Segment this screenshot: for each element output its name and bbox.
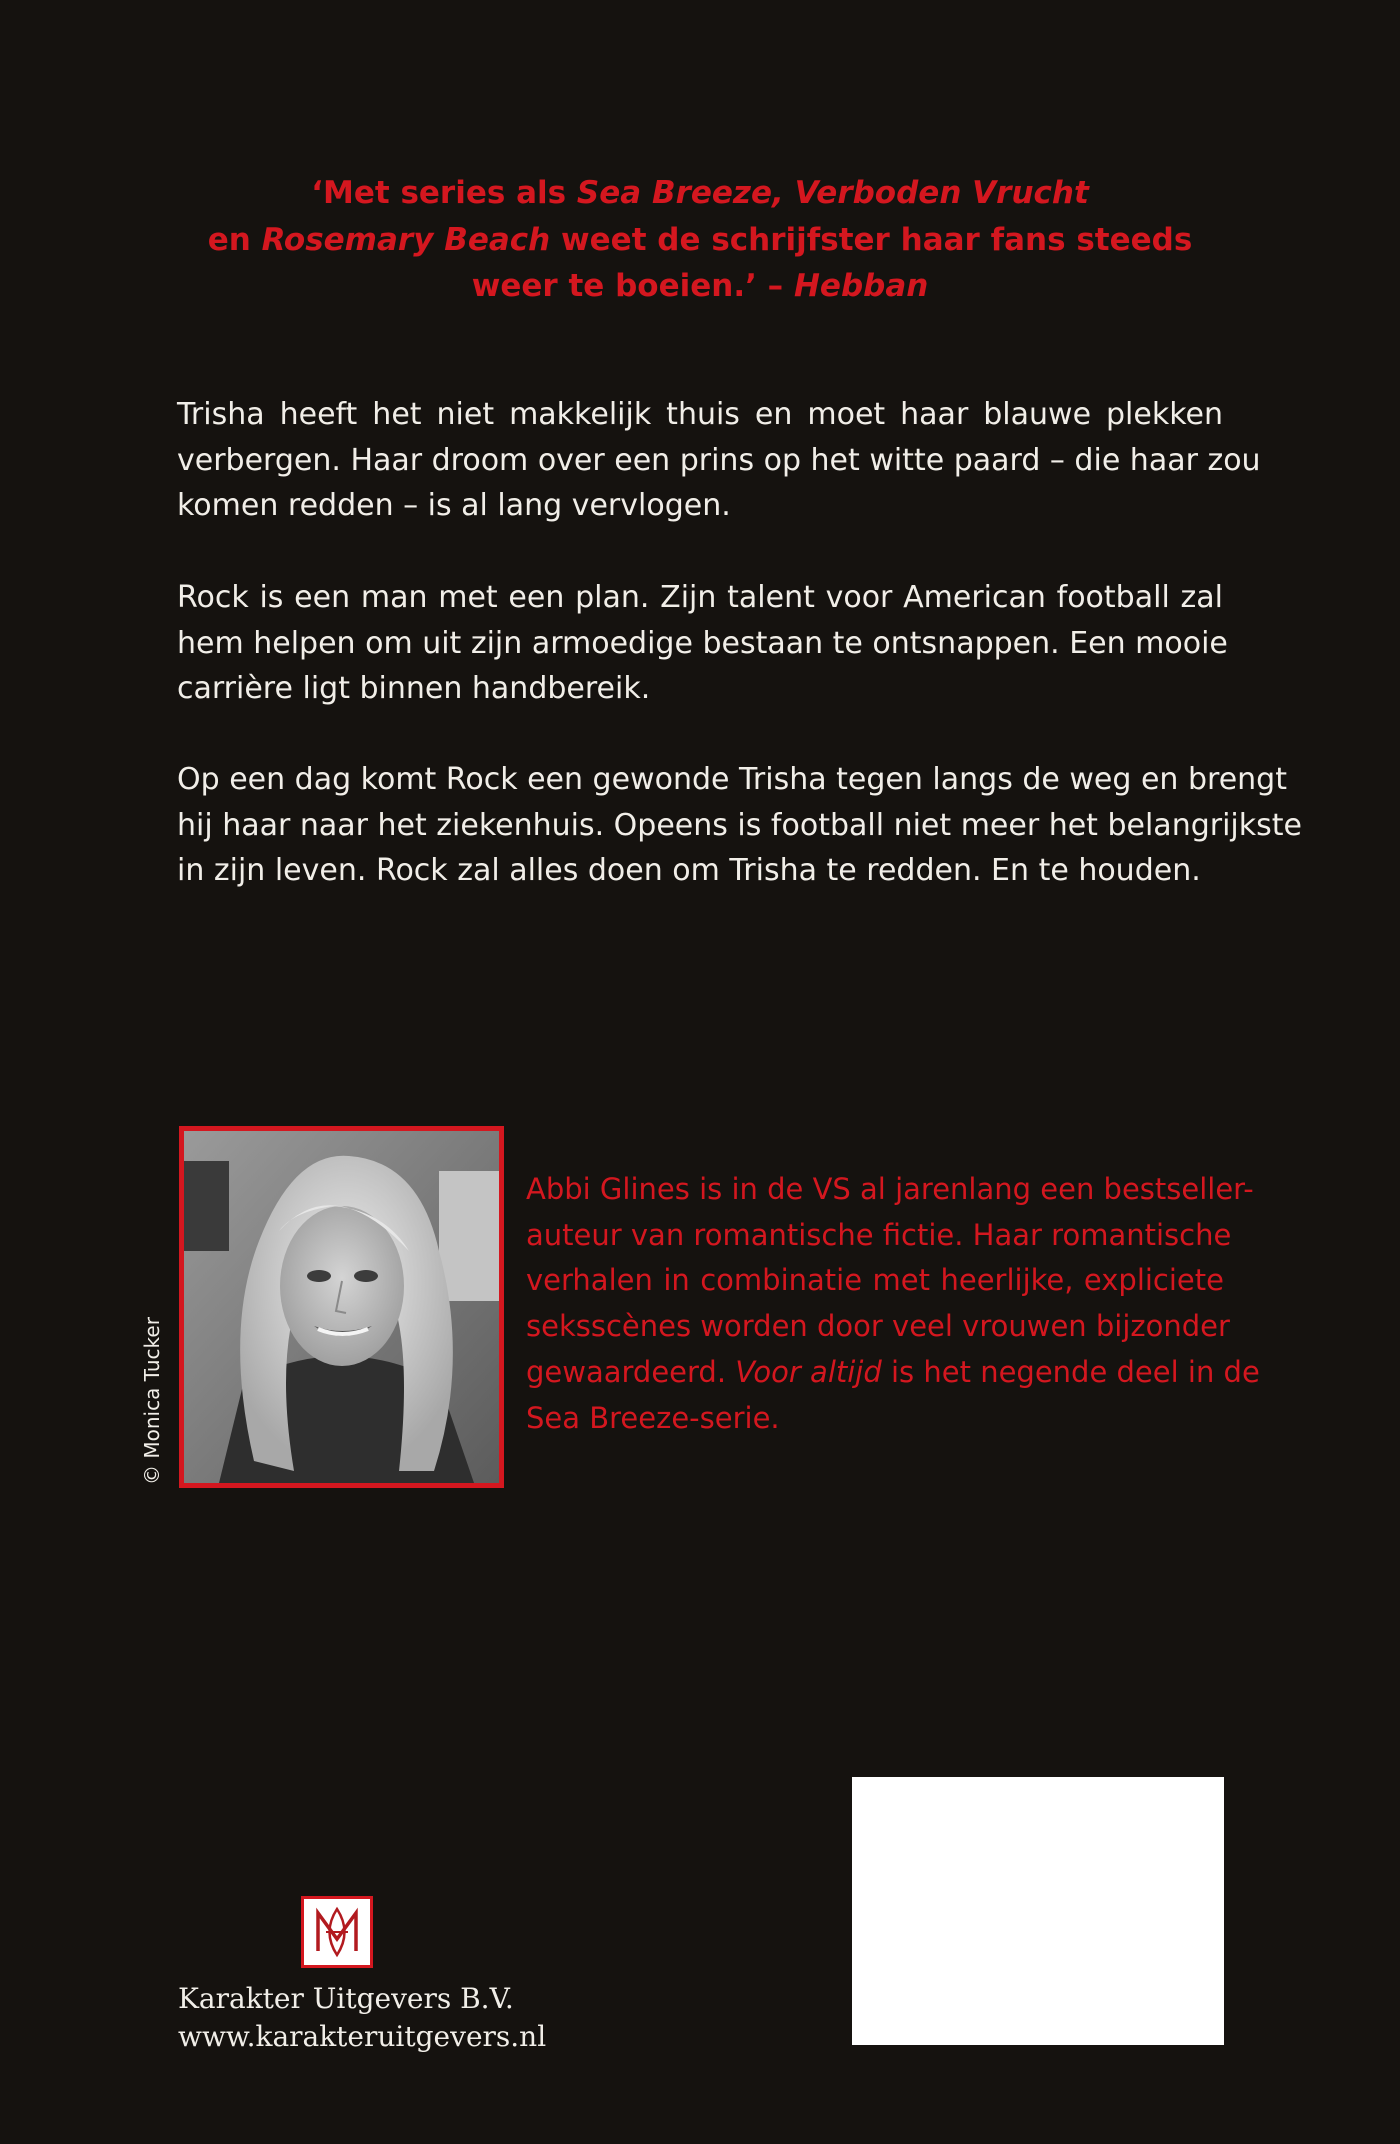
blurb-paragraph-1: Trisha heeft het niet makkelijk thuis en moet haar blauwe plekken verbergen. Haar droom over een prins op het witte paard – die haar zou komen redden – is al lang vervlogen. [177,397,1261,523]
blurb-paragraph-2: Rock is een man met een plan. Zijn talent voor American football zal hem helpen om uit zijn armoedige bestaan te ontsnappen. Een mooie carrière ligt binnen handbereik. [177,580,1228,706]
barcode-area [852,1777,1224,2045]
review-quote [175,170,1225,310]
bio-line-5: gewaardeerd. Voor altijd is het negende deel in de [526,1354,1260,1389]
author-portrait-image [184,1131,499,1483]
publisher-info [178,1980,546,2056]
quote-line-1: ‘Met series als Sea Breeze, Verboden Vrucht [311,175,1089,211]
author-photo [179,1126,504,1488]
publisher-name: Karakter Uitgevers B.V. [178,1982,514,2015]
publisher-url: www.karakteruitgevers.nl [178,2020,547,2053]
quote-line-2: en Rosemary Beach weet de schrijfster haar fans steeds [207,221,1193,258]
blurb-paragraph-3: Op een dag komt Rock een gewonde Trisha tegen langs de weg en brengt hij haar naar het ziekenhuis. Opeens is football niet meer het belangrijkste in zijn leven. Rock zal alles doen om Trisha te redden. En te houden. [177,762,1302,888]
quote-line-3: weer te boeien.’ – Hebban [471,268,929,304]
author-bio: Abbi Glines is in de VS al jarenlang een bestseller- auteur van romantische fictie. Haar romantische verhalen in combinatie met heerlijke, expliciete seksscènes worden door veel vrouwen bijzonder gewaardeerd. Voor altijd is het negende deel in de Sea Breeze-serie. [526,1172,1260,1435]
photo-credit: © Monica Tucker [140,1317,164,1485]
km-monogram-icon [301,1896,373,1968]
